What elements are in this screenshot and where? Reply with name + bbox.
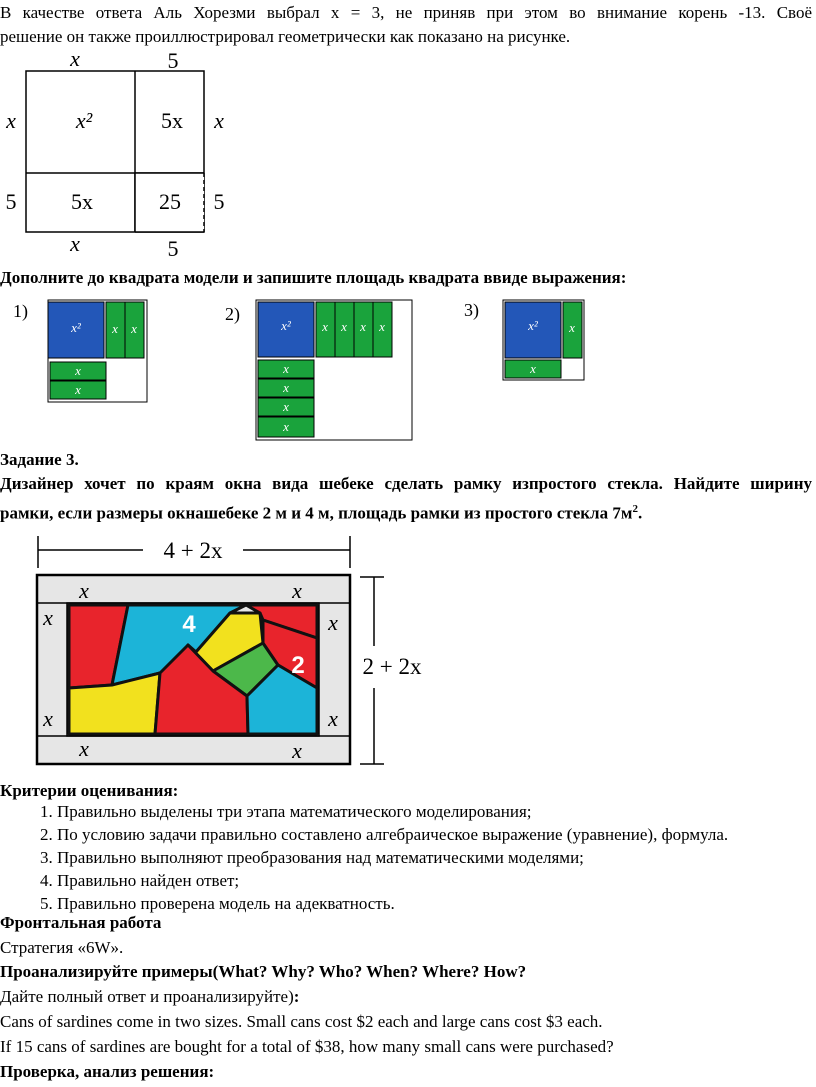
task3-line-2-end: . <box>637 503 643 523</box>
problem-line-1: Cans of sardines come in two sizes. Small cans cost $2 each and large cans cost $3 each. <box>0 1012 603 1031</box>
glass-label-4: 4 <box>182 611 196 638</box>
algebra-tile-models <box>0 292 816 442</box>
model1-x-h1: x <box>75 363 81 378</box>
fig1-cell-25: 25 <box>159 189 181 214</box>
criteria-item: 3. Правильно выполняют преобразования над математическими моделями; <box>57 846 728 869</box>
task3-title: Задание 3. <box>0 450 79 469</box>
completing-square-diagram <box>0 48 240 264</box>
frame-x-top-left: x <box>79 578 89 603</box>
model3-x2: x² <box>528 318 538 333</box>
fig1-top-left: x <box>70 48 80 71</box>
criteria-item: 4. Правильно найден ответ; <box>57 869 728 892</box>
fig1-cell-5x-top: 5x <box>161 108 183 133</box>
answer-colon: : <box>293 987 300 1006</box>
model3-x-h1: x <box>530 361 536 376</box>
task3-line-2-text: рамки, если размеры окнашебеке 2 м и 4 м, площадь рамки из простого стекла 7м <box>0 503 633 523</box>
fig1-right-bottom: 5 <box>213 189 225 214</box>
model1-label: 1) <box>13 301 28 321</box>
window-side-dimension: 2 + 2x <box>362 654 422 679</box>
model2-x-h2: x <box>283 380 289 395</box>
fig1-right-top: x <box>214 108 224 133</box>
check-title: Проверка, анализ решения: <box>0 1062 215 1081</box>
criteria-item: 1. Правильно выделены три этапа математического моделирования; <box>57 800 728 823</box>
task-complete-square: Дополните до квадрата модели и запишите площадь квадрата ввиде выражения: <box>0 268 627 287</box>
criteria-title: Критерии оценивания: <box>0 781 179 800</box>
task3-line-1: Дизайнер хочет по краям окна вида шебеке сделать рамку изпростого стекла. Найдите ширину <box>0 474 812 493</box>
analyze-questions: (What? Why? Who? When? Where? How? <box>212 962 527 981</box>
shebeke-window-diagram <box>0 528 450 773</box>
model1-x-v2: x <box>131 321 137 336</box>
model2-x-v2: x <box>341 319 347 334</box>
model2-x-h4: x <box>283 419 289 434</box>
fig1-top-right: 5 <box>167 48 179 73</box>
frame-x-left-top: x <box>43 605 53 630</box>
task3-superscript: 2 <box>632 503 638 515</box>
model2-label: 2) <box>225 304 240 324</box>
model2-x-h1: x <box>283 361 289 376</box>
answer-text: Дайте полный ответ и проанализируйте) <box>0 987 294 1006</box>
window-top-dimension: 4 + 2x <box>163 538 223 563</box>
criteria-item: 5. Правильно проверена модель на адекватность. <box>57 892 728 915</box>
strategy-text: Стратегия «6W». <box>0 938 124 957</box>
task3-line-2 <box>0 499 642 524</box>
model3-x-v1: x <box>569 320 575 335</box>
fig1-left-top: x <box>6 108 16 133</box>
model2-x2: x² <box>281 318 291 333</box>
problem-line-2: If 15 cans of sardines are bought for a total of $38, how many small cans were purchased? <box>0 1037 614 1056</box>
fig1-cell-x2: x² <box>75 108 93 133</box>
model2-x-v4: x <box>379 319 385 334</box>
model1-x-h2: x <box>75 382 81 397</box>
model3-label: 3) <box>464 300 479 320</box>
frame-x-right-bottom: x <box>328 706 338 731</box>
analyze-text: Проанализируйте примеры <box>0 962 213 981</box>
model1-x-v1: x <box>112 321 118 336</box>
fig1-left-bottom: 5 <box>5 189 17 214</box>
glass-label-2: 2 <box>291 652 305 679</box>
intro-line-1: В качестве ответа Аль Хорезми выбрал x = 3, не приняв при этом во внимание корень -13. Своё <box>0 3 812 22</box>
model1-x2: x² <box>71 320 81 335</box>
frontal-title: Фронтальная работа <box>0 913 162 932</box>
criteria-list <box>0 800 728 915</box>
model2-x-h3: x <box>283 399 289 414</box>
frame-x-bottom-left: x <box>79 736 89 761</box>
analyze-line <box>0 962 526 982</box>
criteria-item: 2. По условию задачи правильно составлено алгебраическое выражение (уравнение), формула. <box>57 823 728 846</box>
fig1-bottom-right: 5 <box>167 236 179 261</box>
answer-line <box>0 987 299 1007</box>
fig1-cell-5x-bottom: 5x <box>71 189 93 214</box>
frame-x-top-right: x <box>292 578 302 603</box>
frame-x-bottom-right: x <box>292 738 302 763</box>
intro-line-2: решение он также проиллюстрировал геометрически как показано на рисунке. <box>0 27 571 46</box>
model2-x-v3: x <box>360 319 366 334</box>
fig1-bottom-left: x <box>70 231 80 256</box>
model2-x-v1: x <box>322 319 328 334</box>
frame-x-right-top: x <box>328 610 338 635</box>
frame-x-left-bottom: x <box>43 706 53 731</box>
